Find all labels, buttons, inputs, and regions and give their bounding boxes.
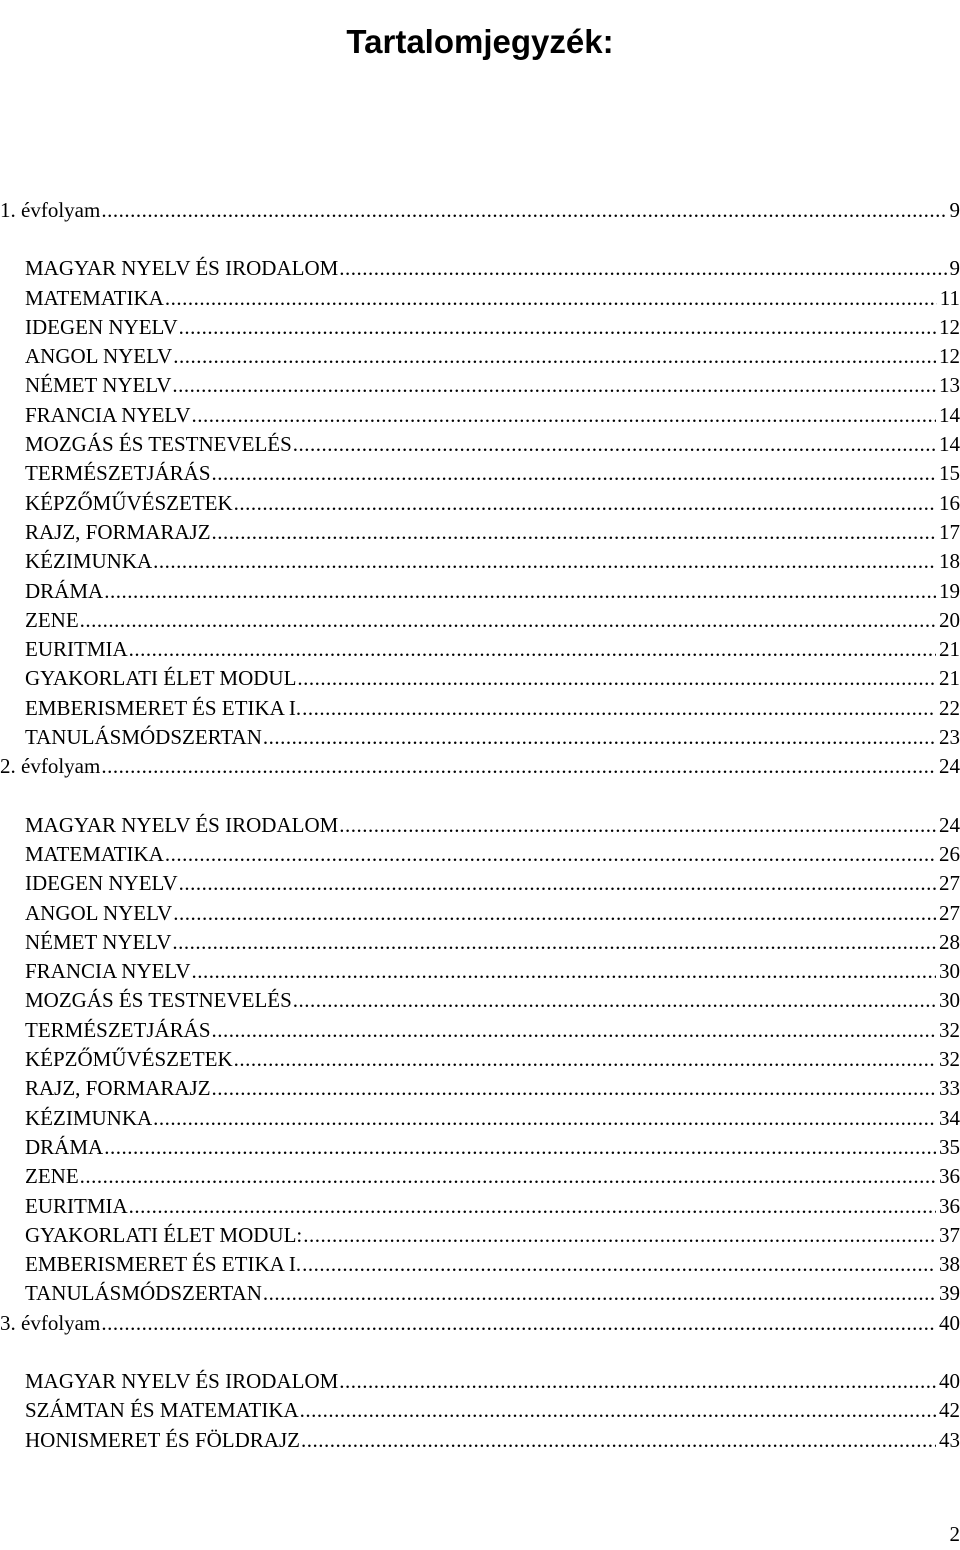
toc-dot-leader (179, 313, 936, 342)
toc-entry-page: 24 (939, 754, 960, 779)
toc-dot-leader (234, 1045, 936, 1074)
toc-dot-leader (129, 635, 936, 664)
toc-dot-leader (212, 1074, 936, 1103)
toc-entry[interactable] (0, 957, 960, 986)
toc-entry-page: 21 (939, 666, 960, 691)
toc-entry[interactable] (0, 1133, 960, 1162)
toc-entry-label: HONISMERET ÉS FÖLDRAJZ (25, 1427, 300, 1452)
toc-entry-label: ANGOL NYELV (25, 344, 173, 369)
toc-dot-leader (302, 694, 936, 723)
toc-section-entry[interactable] (0, 752, 960, 781)
toc-entry-page: 32 (939, 1017, 960, 1042)
toc-entry[interactable] (0, 430, 960, 459)
toc-entry-page: 16 (939, 490, 960, 515)
toc-entry[interactable] (0, 928, 960, 957)
toc-entry[interactable] (0, 1250, 960, 1279)
toc-entry[interactable] (0, 577, 960, 606)
toc-entry-page: 18 (939, 549, 960, 574)
toc-dot-leader (153, 1104, 936, 1133)
toc-entry-page: 43 (939, 1427, 960, 1452)
toc-entry-label: KÉZIMUNKA (25, 1105, 153, 1130)
toc-entry-page: 15 (939, 461, 960, 486)
toc-entry[interactable] (0, 1162, 960, 1191)
toc-dot-leader (297, 664, 936, 693)
toc-entry[interactable] (0, 1104, 960, 1133)
toc-entry-page: 37 (939, 1222, 960, 1247)
toc-dot-leader (104, 1133, 936, 1162)
toc-dot-leader (192, 401, 937, 430)
toc-dot-leader (80, 1162, 936, 1191)
toc-entry-page: 9 (949, 198, 960, 222)
toc-entry-label: IDEGEN NYELV (25, 871, 178, 896)
toc-entry-label: NÉMET NYELV (25, 373, 172, 398)
toc-dot-leader (172, 928, 936, 957)
toc-entry-page: 9 (949, 256, 960, 281)
toc-entry-label: KÉZIMUNKA (25, 549, 153, 574)
toc-entry-label: FRANCIA NYELV (25, 959, 191, 984)
toc-entry-label: MAGYAR NYELV ÉS IRODALOM (25, 812, 339, 837)
toc-entry[interactable] (0, 313, 960, 342)
toc-entry[interactable] (0, 518, 960, 547)
toc-entry-page: 27 (939, 900, 960, 925)
page-number: 2 (949, 1522, 960, 1546)
toc-entry-page: 32 (939, 1047, 960, 1072)
toc-dot-leader (179, 869, 936, 898)
toc-section-entry[interactable] (0, 196, 960, 225)
toc-entry[interactable] (0, 664, 960, 693)
toc-entry[interactable] (0, 1221, 960, 1250)
toc-entry[interactable] (0, 547, 960, 576)
toc-entry-page: 42 (939, 1398, 960, 1423)
toc-entry-label: DRÁMA (25, 1134, 104, 1159)
toc-entry-label: IDEGEN NYELV (25, 314, 178, 339)
toc-entry[interactable] (0, 401, 960, 430)
toc-dot-leader (300, 1396, 936, 1425)
page-title: Tartalomjegyzék: (346, 23, 614, 61)
toc-entry-label: TERMÉSZETJÁRÁS (25, 1017, 211, 1042)
toc-dot-leader (212, 518, 936, 547)
toc-entry-page: 28 (939, 929, 960, 954)
toc-entry[interactable] (0, 986, 960, 1015)
toc-entry-label: KÉPZŐMŰVÉSZETEK (25, 1047, 233, 1072)
toc-entry-label: EURITMIA (25, 1193, 128, 1218)
toc-dot-leader (302, 1250, 936, 1279)
toc-dot-leader (192, 957, 937, 986)
toc-dot-leader (173, 899, 936, 928)
toc-entry-page: 40 (939, 1368, 960, 1393)
toc-entry[interactable] (0, 459, 960, 488)
toc-entry-page: 30 (939, 959, 960, 984)
toc-dot-leader (339, 1367, 936, 1396)
toc-entry-page: 38 (939, 1252, 960, 1277)
toc-dot-leader (234, 489, 936, 518)
toc-dot-leader (339, 254, 946, 283)
toc-entry[interactable] (0, 1367, 960, 1396)
toc-dot-leader (293, 430, 936, 459)
toc-entry[interactable] (0, 254, 960, 283)
toc-entry-label: TERMÉSZETJÁRÁS (25, 461, 211, 486)
toc-entry-label: ZENE (25, 1164, 79, 1189)
toc-entry-page: 33 (939, 1076, 960, 1101)
toc-entry-page: 13 (939, 373, 960, 398)
toc-dot-leader (101, 1309, 936, 1338)
toc-entry-label: 2. évfolyam (0, 754, 101, 779)
toc-entry-label: NÉMET NYELV (25, 929, 172, 954)
toc-entry-label: MOZGÁS ÉS TESTNEVELÉS (25, 432, 292, 457)
toc-entry[interactable] (0, 635, 960, 664)
toc-entry-page: 21 (939, 637, 960, 662)
toc-entry-page: 12 (939, 314, 960, 339)
toc-dot-leader (165, 840, 936, 869)
toc-dot-leader (173, 342, 936, 371)
toc-entry-page: 20 (939, 607, 960, 632)
toc-dot-leader (129, 1192, 936, 1221)
toc-entry-page: 14 (939, 432, 960, 457)
toc-entry[interactable] (0, 869, 960, 898)
toc-dot-leader (101, 196, 946, 225)
toc-entry-label: MAGYAR NYELV ÉS IRODALOM (25, 1368, 339, 1393)
toc-entry-label: MAGYAR NYELV ÉS IRODALOM (25, 256, 339, 281)
toc-entry-label: GYAKORLATI ÉLET MODUL (25, 666, 297, 691)
toc-entry-page: 24 (939, 812, 960, 837)
toc-entry-label: RAJZ, FORMARAJZ (25, 519, 211, 544)
toc-dot-leader (212, 1016, 936, 1045)
toc-entry-label: MATEMATIKA (25, 285, 164, 310)
toc-entry-label: 3. évfolyam (0, 1310, 101, 1335)
toc-entry-page: 40 (939, 1310, 960, 1335)
toc-dot-leader (212, 459, 936, 488)
toc-entry-page: 17 (939, 519, 960, 544)
toc-dot-leader (263, 723, 936, 752)
toc-entry-page: 36 (939, 1193, 960, 1218)
toc-entry[interactable] (0, 1074, 960, 1103)
toc-entry-label: GYAKORLATI ÉLET MODUL: (25, 1222, 303, 1247)
toc-dot-leader (80, 606, 936, 635)
toc-entry-page: 14 (939, 402, 960, 427)
toc-entry[interactable] (0, 694, 960, 723)
toc-entry-label: ANGOL NYELV (25, 900, 173, 925)
toc-dot-leader (303, 1221, 936, 1250)
toc-dot-leader (263, 1279, 936, 1308)
toc-entry-label: RAJZ, FORMARAJZ (25, 1076, 211, 1101)
toc-entry-page: 36 (939, 1164, 960, 1189)
toc-entry[interactable] (0, 1426, 960, 1455)
toc-entry[interactable] (0, 342, 960, 371)
toc-dot-leader (104, 577, 936, 606)
toc-entry[interactable] (0, 899, 960, 928)
toc-entry[interactable] (0, 371, 960, 400)
toc-entry-page: 12 (939, 344, 960, 369)
toc-entry[interactable] (0, 284, 960, 313)
toc-entry-page: 34 (939, 1105, 960, 1130)
toc-entry-label: DRÁMA (25, 578, 104, 603)
toc-entry-label: MOZGÁS ÉS TESTNEVELÉS (25, 988, 292, 1013)
toc-dot-leader (172, 371, 936, 400)
toc-entry-page: 23 (939, 725, 960, 750)
toc-entry-label: 1. évfolyam (0, 198, 101, 222)
toc-entry[interactable] (0, 1279, 960, 1308)
toc-dot-leader (101, 752, 936, 781)
toc-entry-page: 35 (939, 1134, 960, 1159)
toc-entry-page: 19 (939, 578, 960, 603)
toc-dot-leader (339, 811, 936, 840)
toc-entry-page: 30 (939, 988, 960, 1013)
toc-entry-label: TANULÁSMÓDSZERTAN (25, 1281, 262, 1306)
toc-dot-leader (301, 1426, 936, 1455)
toc-entry-label: EMBERISMERET ÉS ETIKA I. (25, 1252, 302, 1277)
toc-entry-label: ZENE (25, 607, 79, 632)
toc-entry-page: 39 (939, 1281, 960, 1306)
toc-entry-label: TANULÁSMÓDSZERTAN (25, 725, 262, 750)
toc-entry[interactable] (0, 1045, 960, 1074)
toc-entry-label: KÉPZŐMŰVÉSZETEK (25, 490, 233, 515)
toc-dot-leader (153, 547, 936, 576)
toc-entry-page: 11 (939, 285, 960, 310)
toc-entry[interactable] (0, 1192, 960, 1221)
toc-entry[interactable] (0, 840, 960, 869)
toc-entry[interactable] (0, 1396, 960, 1425)
toc-entry-page: 26 (939, 841, 960, 866)
toc-entry-label: EURITMIA (25, 637, 128, 662)
toc-entry[interactable] (0, 1016, 960, 1045)
toc-dot-leader (293, 986, 936, 1015)
toc-entry[interactable] (0, 489, 960, 518)
toc-entry-page: 27 (939, 871, 960, 896)
toc-entry-page: 22 (939, 695, 960, 720)
toc-entry[interactable] (0, 723, 960, 752)
toc-entry[interactable] (0, 811, 960, 840)
toc-entry-label: FRANCIA NYELV (25, 402, 191, 427)
toc-dot-leader (165, 284, 937, 313)
table-of-contents (0, 196, 960, 1455)
toc-section-entry[interactable] (0, 1309, 960, 1338)
toc-entry[interactable] (0, 606, 960, 635)
toc-entry-label: MATEMATIKA (25, 841, 164, 866)
toc-entry-label: SZÁMTAN ÉS MATEMATIKA (25, 1398, 299, 1423)
toc-entry-label: EMBERISMERET ÉS ETIKA I. (25, 695, 302, 720)
